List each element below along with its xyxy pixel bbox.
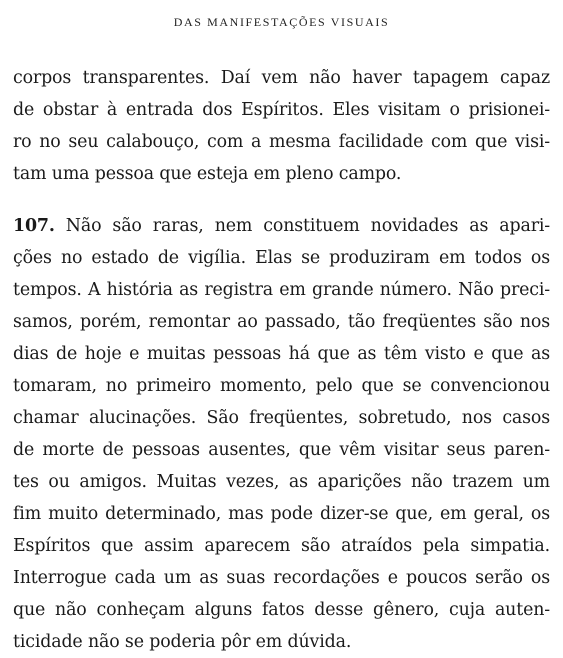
text-line: tes ou amigos. Muitas vezes, as aparições não trazem um [13,472,550,492]
paragraph-first-line [13,210,550,242]
text-line: chamar alucinações. São freqüentes, sobretudo, nos casos [13,408,550,428]
text-line: dias de hoje e muitas pessoas há que as têm visto e que as [13,344,550,364]
section-number: 107. [13,216,55,236]
running-header: DAS MANIFESTAÇÕES VISUAIS [173,15,390,29]
text-line: de morte de pessoas ausentes, que vêm visitar seus paren- [13,440,550,460]
text-line: tempos. A história as registra em grande número. Não preci- [13,280,550,300]
text-line: tomaram, no primeiro momento, pelo que se convencionou [13,376,550,396]
first-line-text: Não são raras, nem constituem novidades as apari- [54,216,550,236]
text-line: ro no seu calabouço, com a mesma facilidade com que visi- [13,132,550,152]
text-line: que não conheçam alguns fatos desse gênero, cuja auten- [13,600,550,620]
text-line: tam uma pessoa que esteja em pleno campo. [13,164,402,184]
text-line: ticidade não se poderia pôr em dúvida. [13,632,352,652]
text-line: de obstar à entrada dos Espíritos. Eles visitam o prisionei- [13,100,550,120]
text-line: Espíritos que assim aparecem são atraídos pela simpatia. [13,536,550,556]
text-line: ções no estado de vigília. Elas se produziram em todos os [13,248,550,268]
paragraph-continuation [13,62,550,190]
text-line: Interrogue cada um as suas recordações e poucos serão os [13,568,550,588]
paragraph-107 [13,210,550,658]
text-line: fim muito determinado, mas pode dizer-se que, em geral, os [13,504,550,524]
text-line: samos, porém, remontar ao passado, tão freqüentes são nos [13,312,550,332]
text-line: corpos transparentes. Daí vem não haver tapagem capaz [13,68,550,88]
